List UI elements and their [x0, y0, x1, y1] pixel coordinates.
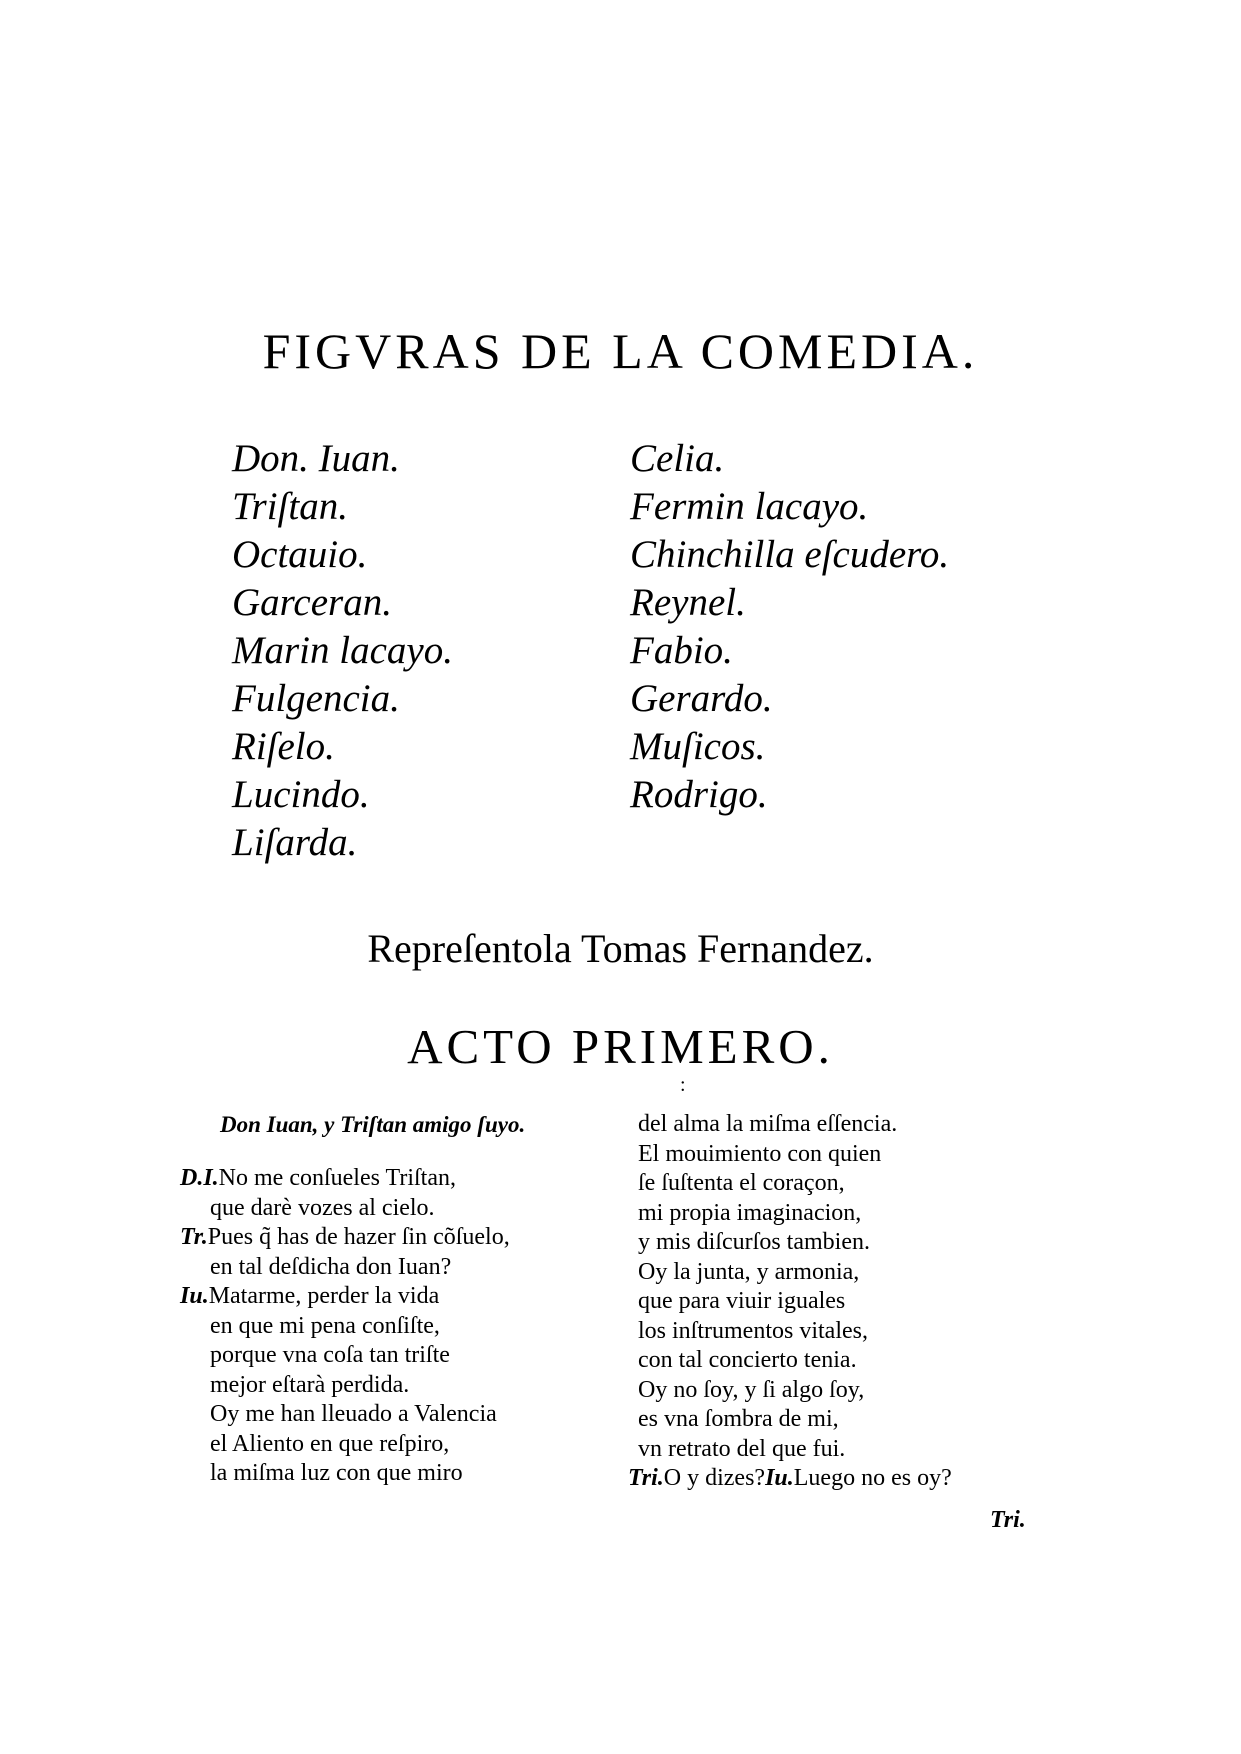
cast-member: Rodrigo.: [630, 773, 768, 816]
verse-text: el Aliento en que reſpiro,: [210, 1430, 450, 1457]
verse-text: Pues q̃ has de hazer ſin cõſuelo,: [207, 1224, 510, 1250]
catchword: Tri.: [990, 1507, 1026, 1533]
cast-member: Gerardo.: [630, 677, 773, 720]
verse-text: mi propia imaginacion,: [638, 1199, 862, 1226]
verse-line: [638, 1140, 1078, 1170]
verse-text: los inſtrumentos vitales,: [638, 1317, 868, 1344]
cast-member: Fulgencia.: [232, 677, 400, 720]
verse-text: que para viuir iguales: [638, 1288, 846, 1314]
verse-text: es vna ſombra de mi,: [638, 1406, 839, 1432]
verse-text: El mouimiento con quien: [638, 1140, 882, 1167]
verse-line: [638, 1110, 1078, 1140]
figuras-title: FIGVRAS DE LA COMEDIA.: [262, 323, 979, 379]
verse-text: porque vna coſa tan triſte: [210, 1342, 450, 1368]
verse-column-left: [180, 1110, 620, 1489]
act-heading: ACTO PRIMERO.: [407, 1019, 834, 1074]
verse-line: [638, 1169, 1078, 1199]
speaker-label: D.I.: [180, 1165, 219, 1191]
verse-line: [638, 1287, 1078, 1317]
cast-member: Celia.: [630, 437, 725, 480]
verse-line: [180, 1282, 620, 1312]
verse-line: [638, 1199, 1078, 1229]
verse-text: vn retrato del que fui.: [638, 1435, 846, 1462]
cast-member: Fermin lacayo.: [630, 485, 869, 528]
verse-text: en que mi pena conſiſte,: [210, 1312, 440, 1339]
cast-member: Octauio.: [232, 533, 368, 576]
speaker-label: Iu.: [180, 1283, 209, 1309]
verse-text: del alma la miſma eſſencia.: [638, 1111, 898, 1137]
verse-text: y mis diſcurſos tambien.: [638, 1229, 870, 1255]
speaker-label: Tri.: [628, 1465, 664, 1491]
verse-line: [180, 1430, 620, 1460]
verse-line: [638, 1317, 1078, 1347]
cast-member: Chinchilla eſcudero.: [630, 533, 950, 576]
verse-line: [638, 1435, 1078, 1465]
verse-text: Matarme, perder la vida: [208, 1283, 440, 1309]
cast-member: Lucindo.: [232, 773, 370, 816]
speaker-label: Iu.: [765, 1465, 794, 1491]
cast-member: Don. Iuan.: [232, 437, 400, 480]
verse-text: que darè vozes al cielo.: [210, 1194, 435, 1221]
verse-line: [180, 1223, 620, 1253]
verse-line: [180, 1459, 620, 1489]
verse-column-right: [628, 1110, 1078, 1494]
verse-text: Luego no es oy?: [793, 1465, 952, 1491]
verse-text: mejor eſtarà perdida.: [210, 1371, 410, 1398]
verse-line: [180, 1253, 620, 1283]
verse-line: [628, 1464, 1078, 1494]
verse-line: [180, 1400, 620, 1430]
verse-text: la miſma luz con que miro: [210, 1460, 463, 1486]
verse-line: [638, 1405, 1078, 1435]
verse-text: con tal concierto tenia.: [638, 1347, 857, 1373]
cast-member: Riſelo.: [232, 725, 335, 768]
performer-credit: Repreſentola Tomas Fernandez.: [367, 926, 874, 971]
cast-member: Triſtan.: [232, 485, 348, 528]
cast-list-right: [630, 435, 949, 819]
verse-line: [180, 1312, 620, 1342]
verse-line: [638, 1258, 1078, 1288]
verse-line: [638, 1376, 1078, 1406]
cast-member: Liſarda.: [232, 821, 358, 864]
speaker-label: Tr.: [180, 1224, 208, 1250]
cast-member: Garceran.: [232, 581, 392, 624]
scene-direction: Don Iuan, y Triſtan amigo ſuyo.: [220, 1112, 526, 1137]
verse-text: en tal deſdicha don Iuan?: [210, 1253, 452, 1280]
verse-line: [638, 1228, 1078, 1258]
verse-text: Oy me han lleuado a Valencia: [210, 1401, 497, 1427]
verse-line: [180, 1194, 620, 1224]
cast-member: Fabio.: [630, 629, 733, 672]
verse-line: [180, 1164, 620, 1194]
verse-line: [180, 1341, 620, 1371]
verse-text: ſe ſuſtenta el coraçon,: [638, 1170, 845, 1196]
verse-line: [638, 1346, 1078, 1376]
verse-text: Oy la junta, y armonia,: [638, 1258, 860, 1285]
cast-member: Marin lacayo.: [232, 629, 453, 672]
verse-text: O y dizes?: [663, 1465, 766, 1491]
verse-text: Oy no ſoy, y ſi algo ſoy,: [638, 1376, 865, 1403]
cast-list-left: [232, 435, 453, 867]
cast-member: Reynel.: [630, 581, 746, 624]
verse-line: [180, 1371, 620, 1401]
cast-member: Muſicos.: [630, 725, 766, 768]
ornament-mark: :: [680, 1074, 686, 1096]
verse-text: No me conſueles Triſtan,: [218, 1165, 456, 1191]
